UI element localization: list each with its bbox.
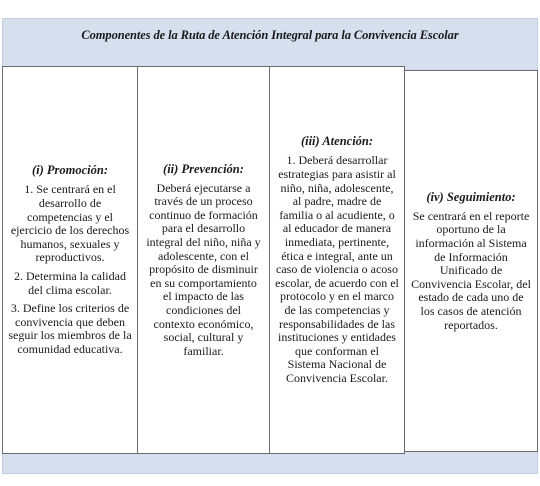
atencion-text: 1. Deberá desarrollar estrategias para asistir al niño, niña, adolescente, al padre, madre de familia o al acudiente, o al educador de manera inmediata, pertinente, ética e integral, ante un caso de violencia o acoso escolar, de acuerdo con el protocolo y en el marco de las competencias y responsabilidades de las instituciones y entidades que conforman el Sistema Nacional de Convivencia Escolar. <box>275 153 399 385</box>
seguimiento-text: Se centrará en el reporte oportuno de la información al Sistema de Información Unificado de Convivencia Escolar, del estado de cada uno de los casos de atención reportados. <box>411 208 531 332</box>
column-heading-prevencion: (ii) Prevención: <box>163 161 244 176</box>
column-promocion <box>2 66 138 454</box>
column-heading-promocion: (i) Promoción: <box>31 163 109 178</box>
column-prevencion <box>137 66 270 454</box>
promocion-item-1: 1. Se centrará en el desarrollo de competencias y el ejercicio de los derechos humanos, sexuales y reproductivos. <box>10 182 130 265</box>
diagram-title: Componentes de la Ruta de Atención Integral para la Convivencia Escolar <box>81 28 459 42</box>
promocion-item-3: 3. Define los criterios de convivencia que deben seguir los miembros de la comunidad educativa. <box>8 301 132 356</box>
column-seguimiento <box>404 70 538 452</box>
promocion-item-2: 2. Determina la calidad del clima escolar. <box>14 269 126 297</box>
prevencion-text: Deberá ejecutarse a través de un proceso continuo de formación para el desarrollo integral del niño, niña y adolescente, con el propósito de disminuir en su comportamiento el impacto de las condiciones del contexto económico, social, cultural y familiar. <box>146 180 261 358</box>
column-atencion <box>269 66 405 454</box>
column-heading-atencion: (iii) Atención: <box>300 134 374 149</box>
column-heading-seguimiento: (iv) Seguimiento: <box>426 189 516 204</box>
